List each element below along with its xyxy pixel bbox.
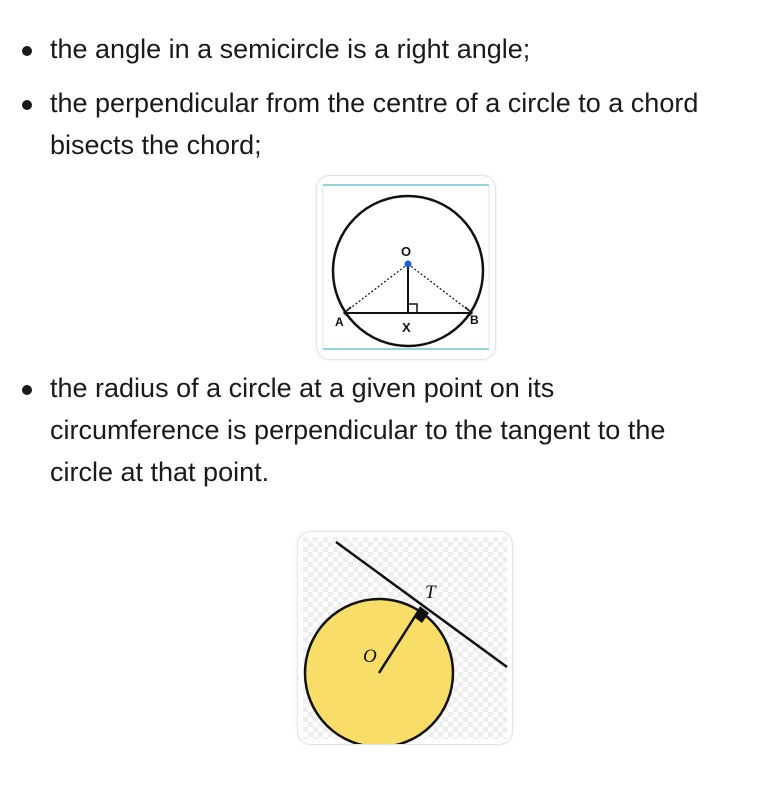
bullet-dot	[22, 385, 32, 395]
tangent-diagram	[298, 532, 512, 744]
bullet-dot	[22, 100, 32, 110]
centre-dot	[405, 261, 412, 268]
label-t: T	[425, 582, 436, 603]
bullet-dot	[22, 46, 32, 56]
bullet-text: the perpendicular from the centre of a circle to a chord bisects the chord;	[50, 88, 699, 160]
radius-oa	[344, 264, 408, 313]
right-angle-mark	[408, 304, 417, 313]
label-a: A	[335, 315, 344, 329]
bullet-text: the angle in a semicircle is a right angle;	[50, 34, 531, 64]
bullet-text: the radius of a circle at a given point on its circumference is perpendicular to the tangent to the circle at that point.	[50, 373, 666, 487]
label-x: X	[402, 320, 411, 335]
chord-bisector-diagram	[317, 176, 495, 359]
tangent-figure	[297, 531, 513, 745]
chord-bisector-figure	[316, 175, 496, 360]
label-b: B	[470, 313, 479, 327]
label-o: O	[363, 646, 377, 667]
label-o: O	[401, 244, 412, 259]
